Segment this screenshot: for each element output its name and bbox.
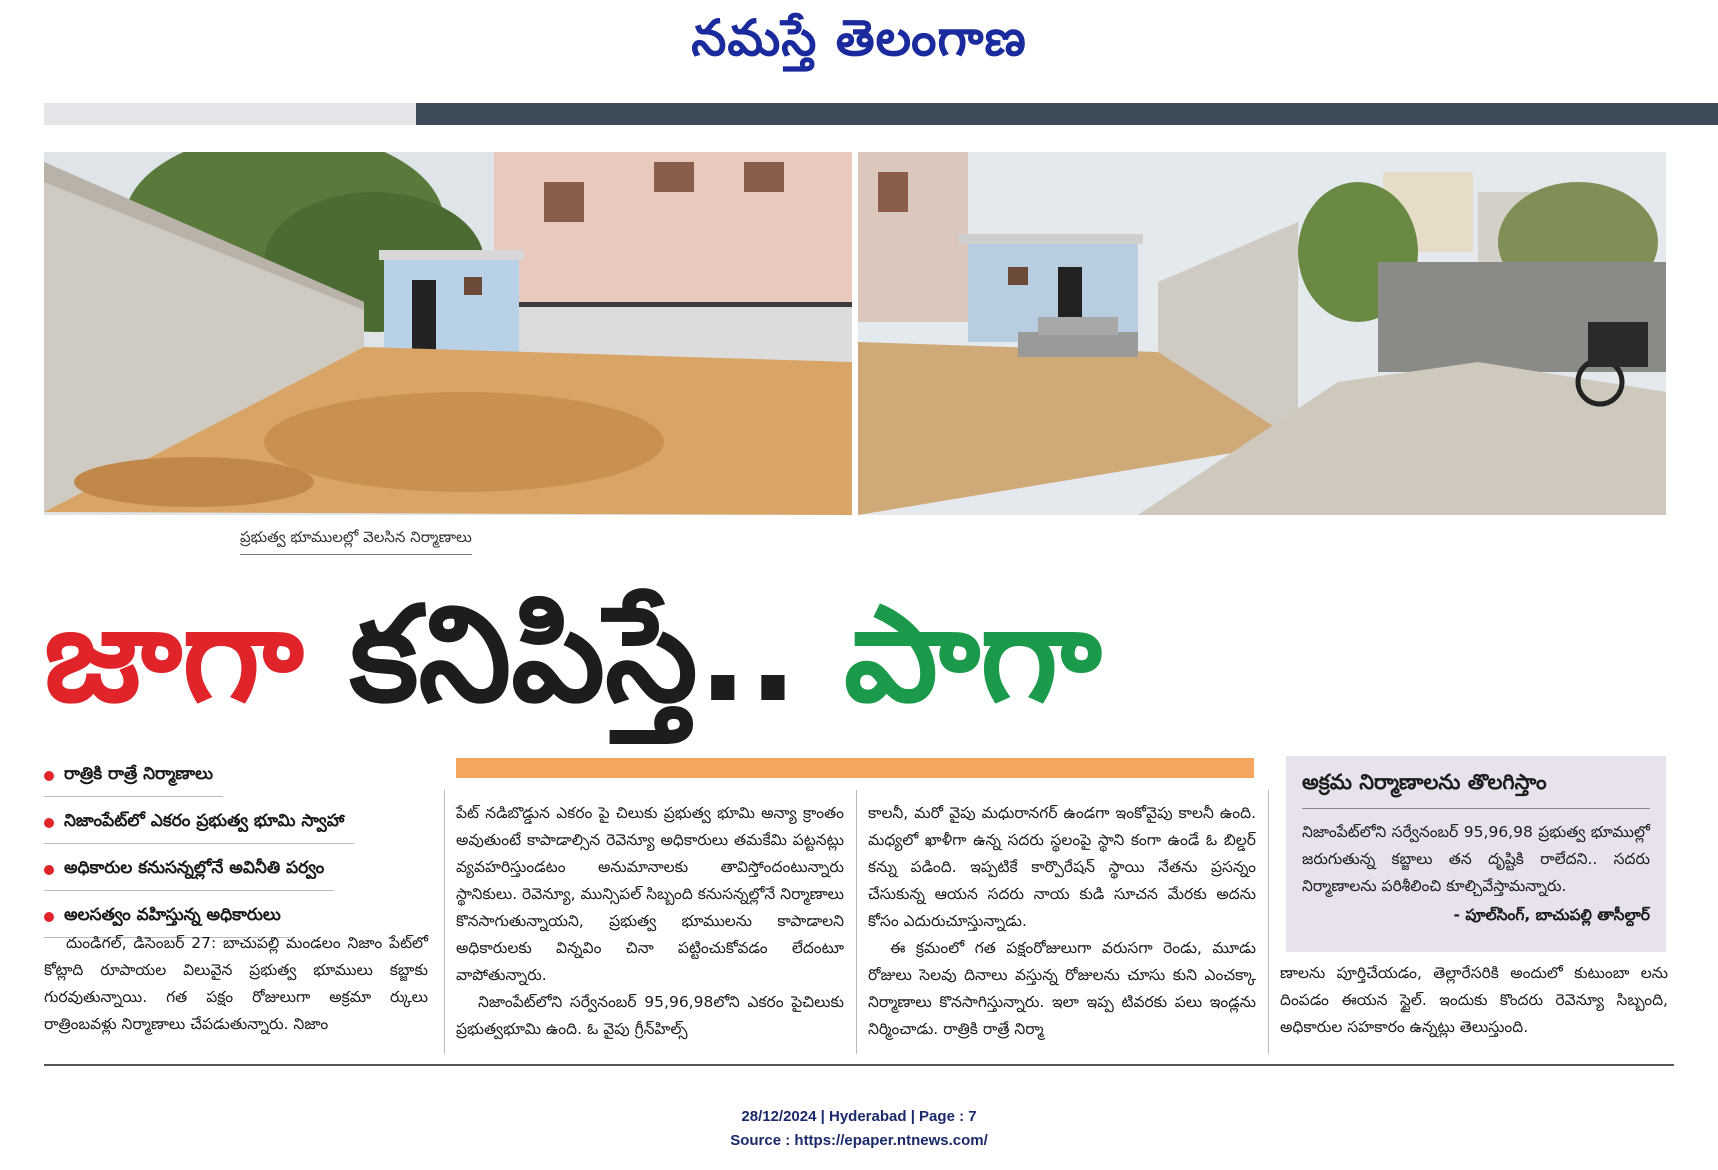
- article-paragraph: ఈ క్రమంలో గత పక్షంరోజులుగా వరుసగా రెండు, మూడు రోజులు సెలవు దినాలు వస్తున్న రోజులను చూసు కుని ఎంచక్కా నిర్మాణాలు కొనసాగిస్తున్నారు. ఇలా ఇప్ప టివరకు పలు ఇండ్లను నిర్మించాడు. రాత్రికి రాత్రే నిర్మా: [868, 939, 1256, 1038]
- headline: [44, 560, 1684, 750]
- article-paragraph: నిజాంపేట్‌లోని సర్వేనంబర్‌ 95,96,98లోని ఎకరం పైచిలుకు ప్రభుత్వభూమి ఉంది. ఓ వైపు గ్రీన్‌హిల్స్‌: [456, 993, 844, 1038]
- article-column-3: [868, 800, 1256, 1043]
- bottom-rule: [44, 1064, 1674, 1066]
- tahsildar-quote-box: [1286, 756, 1666, 952]
- edition-info: 28/12/2024 | Hyderabad | Page : 7: [741, 1108, 977, 1125]
- article-paragraph: ణాలను పూర్తిచేయడం, తెల్లారేసరికి అందులో కుటుంబా లను దింపడం ఈయన స్టైల్‌. ఇందుకు కొందరు రెవెన్యూ సిబ్బంది, అధికారుల సహకారం ఉన్నట్లు తెలుస్తుంది.: [1280, 964, 1668, 1036]
- bullet-item: [44, 758, 223, 797]
- accent-rule: [456, 758, 1254, 778]
- newspaper-masthead: నమస్తే తెలంగాణ: [691, 8, 1027, 67]
- construction-site-photo-left: [44, 152, 852, 515]
- article-paragraph: దుండిగల్‌, డిసెంబర్‌ 27: బాచుపల్లి మండలం నిజాం పేట్‌లో కోట్లాది రూపాయల విలువైన ప్రభుత్వ భూములు కబ్జాకు గురవుతున్నాయి. గత పక్షం రోజులుగా అక్రమా ర్కులు రాత్రింబవళ్లు నిర్మాణాలు చేపడుతున్నారు. నిజాం: [44, 934, 428, 1033]
- article-column-1: [44, 930, 428, 1038]
- headline-word-1: జాగా: [44, 578, 304, 732]
- bullet-dot-icon: [44, 912, 54, 922]
- bullet-dot-icon: [44, 818, 54, 828]
- quote-box-title: అక్రమ నిర్మాణాలను తొలగిస్తాం: [1302, 770, 1650, 809]
- article-column-4: [1280, 960, 1668, 1041]
- bullet-text: అలసత్వం వహిస్తున్న అధికారులు: [64, 905, 281, 925]
- bullet-text: అధికారుల కనుసన్నల్లోనే అవినీతి పర్వం: [64, 858, 325, 878]
- bullet-dot-icon: [44, 771, 54, 781]
- bullet-text: నిజాంపేట్‌లో ఎకరం ప్రభుత్వ భూమి స్వాహా: [64, 811, 345, 831]
- column-divider: [444, 790, 445, 1054]
- source-link[interactable]: Source : https://epaper.ntnews.com/: [730, 1132, 988, 1149]
- article-paragraph: కాలనీ, మరో వైపు మధురానగర్‌ ఉండగా ఇంకోవైపు కాలనీ ఉంది. మధ్యలో ఖాళీగా ఉన్న సదరు స్థలంపై స్థాని కంగా ఉండే ఓ బిల్డర్‌ కన్ను పడింది. ఇప్పటికే కార్పొరేషన్‌ స్థాయి నేతను ప్రసన్నం చేసుకున్న ఆయన సదరు నాయ కుడి సూచన మేరకు అదను కోసం ఎదురుచూస్తున్నాడు.: [868, 804, 1256, 930]
- bullet-item: [44, 852, 334, 891]
- headline-word-2: కనిపిస్తే..: [349, 578, 798, 732]
- quote-box-text: నిజాంపేట్‌లోని సర్వేనంబర్‌ 95,96,98 ప్రభుత్వ భూముల్లో జరుగుతున్న కబ్జాలు తన దృష్టికి రాలేదని.. సదరు నిర్మాణాలను పరిశీలించి కూల్చివేస్తామన్నారు.: [1302, 823, 1650, 895]
- column-divider: [1268, 790, 1269, 1054]
- photo-caption: ప్రభుత్వ భూములల్లో వెలసిన నిర్మాణాలు: [240, 528, 472, 555]
- article-paragraph: పేట్‌ నడిబొడ్డున ఎకరం పై చిలుకు ప్రభుత్వ భూమి అన్యా క్రాంతం అవుతుంటే కాపాడాల్సిన రెవెన్యూ అధికారులు తమకేమి పట్టనట్లు వ్యవహరిస్తుండటం అనుమానాలకు తావిస్తోందంటున్నారు స్థానికులు. రెవెన్యూ, మున్సిపల్‌ సిబ్బంది కనుసన్నల్లోనే నిర్మాణాలు కొనసాగుతున్నాయని, ప్రభుత్వ భూములను కాపాడాలని అధికారులకు విన్నవిం చినా పట్టించుకోవడం లేదంటూ వాపోతున్నారు.: [456, 804, 844, 984]
- bullet-dot-icon: [44, 865, 54, 875]
- top-band-dark: [416, 103, 1718, 125]
- highlight-bullets: [44, 758, 434, 946]
- bullet-text: రాత్రికి రాత్రే నిర్మాణాలు: [64, 764, 214, 784]
- top-band-light: [44, 103, 416, 125]
- column-divider: [856, 790, 857, 1054]
- quote-attribution: - పూల్‌సింగ్‌, బాచుపల్లి తాసీల్దార్‌: [1453, 906, 1650, 924]
- construction-site-photo-right: [858, 152, 1666, 515]
- article-column-2: [456, 800, 844, 1043]
- bullet-item: [44, 805, 354, 844]
- headline-word-3: పాగా: [843, 578, 1102, 732]
